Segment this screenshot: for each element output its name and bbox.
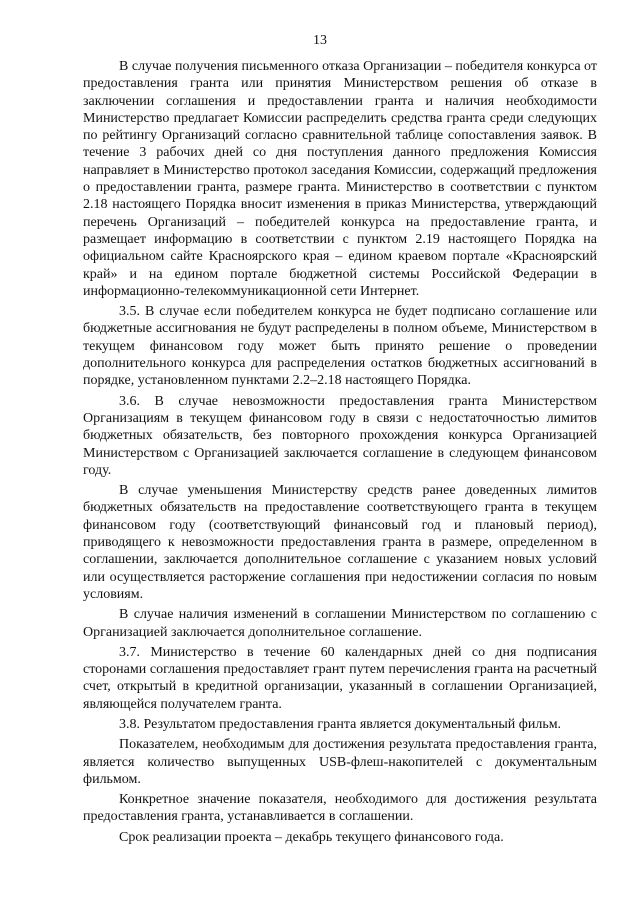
- paragraph-indicator-value: Конкретное значение показателя, необходимого для достижения результата предоставления гранта, устанавливается в соглашении.: [83, 792, 597, 825]
- document-body: [83, 58, 597, 846]
- paragraph-3-8: 3.8. Результатом предоставления гранта является документальный фильм.: [119, 716, 562, 732]
- paragraph-3-5: 3.5. В случае если победителем конкурса не будет подписано соглашение или бюджетные ассигнования не будут распределены в полном объеме, Министерством в текущем финансовом году может быть принято решение о проведении дополнительного конкурса для распределения остатков бюджетных ассигнований в порядке, установленном пунктами 2.2–2.18 настоящего Порядка.: [83, 304, 597, 389]
- paragraph-refusal-redistribution: В случае получения письменного отказа Организации – победителя конкурса от предоставления гранта или принятия Министерством решения об отказе в заключении соглашения и предоставлении гранта и наличия необходимости Министерство предлагает Комиссии распределить средства гранта среди следующих по рейтингу Организаций согласно сравнительной таблице сопоставления заявок. В течение 3 рабочих дней со дня поступления данного предложения Комиссия направляет в Министерство протокол заседания Комиссии, содержащий предложения о предоставлении гранта, размере гранта. Министерство в соответствии с пунктом 2.18 настоящего Порядка вносит изменения в приказ Министерства, утверждающий перечень Организаций – победителей конкурса на предоставление гранта, и размещает информацию в соответствии с пунктом 2.19 настоящего Порядка на официальном сайте Красноярского края – едином краевом портале «Красноярский край» и на едином портале бюджетной системы Российской Федерации в информационно-телекоммуникационной сети Интернет.: [83, 59, 597, 299]
- paragraph-3-6: 3.6. В случае невозможности предоставления гранта Министерством Организациям в текущем финансовом году в связи с недостаточностью лимитов бюджетных обязательств, без повторного прохождения конкурса Организацией Министерством с Организацией заключается соглашение в следующем финансовом году.: [83, 393, 597, 478]
- paragraph-project-term: Срок реализации проекта – декабрь текущего финансового года.: [119, 829, 504, 845]
- paragraph-indicator: Показателем, необходимым для достижения результата предоставления гранта, является количество выпущенных USB-флеш-накопителей с документальным фильмом.: [83, 737, 597, 787]
- page-number: 13: [313, 33, 327, 48]
- paragraph-limits-reduction: В случае уменьшения Министерству средств ранее доведенных лимитов бюджетных обязательств на предоставление соответствующего гранта в текущем финансовом году (соответствующий финансовый год и плановый период), приводящего к невозможности предоставления гранта в размере, определенном в соглашении, заключается дополнительное соглашение с указанием новых условий или осуществляется расторжение соглашения при недостижении согласия по новым условиям.: [83, 483, 597, 602]
- paragraph-3-7: 3.7. Министерство в течение 60 календарных дней со дня подписания сторонами соглашения предоставляет грант путем перечисления гранта на расчетный счет, открытый в кредитной организации, указанный в соглашении Организацией, являющейся получателем гранта.: [83, 644, 597, 712]
- paragraph-agreement-changes: В случае наличия изменений в соглашении Министерством по соглашению с Организацией заключается дополнительное соглашение.: [83, 607, 597, 640]
